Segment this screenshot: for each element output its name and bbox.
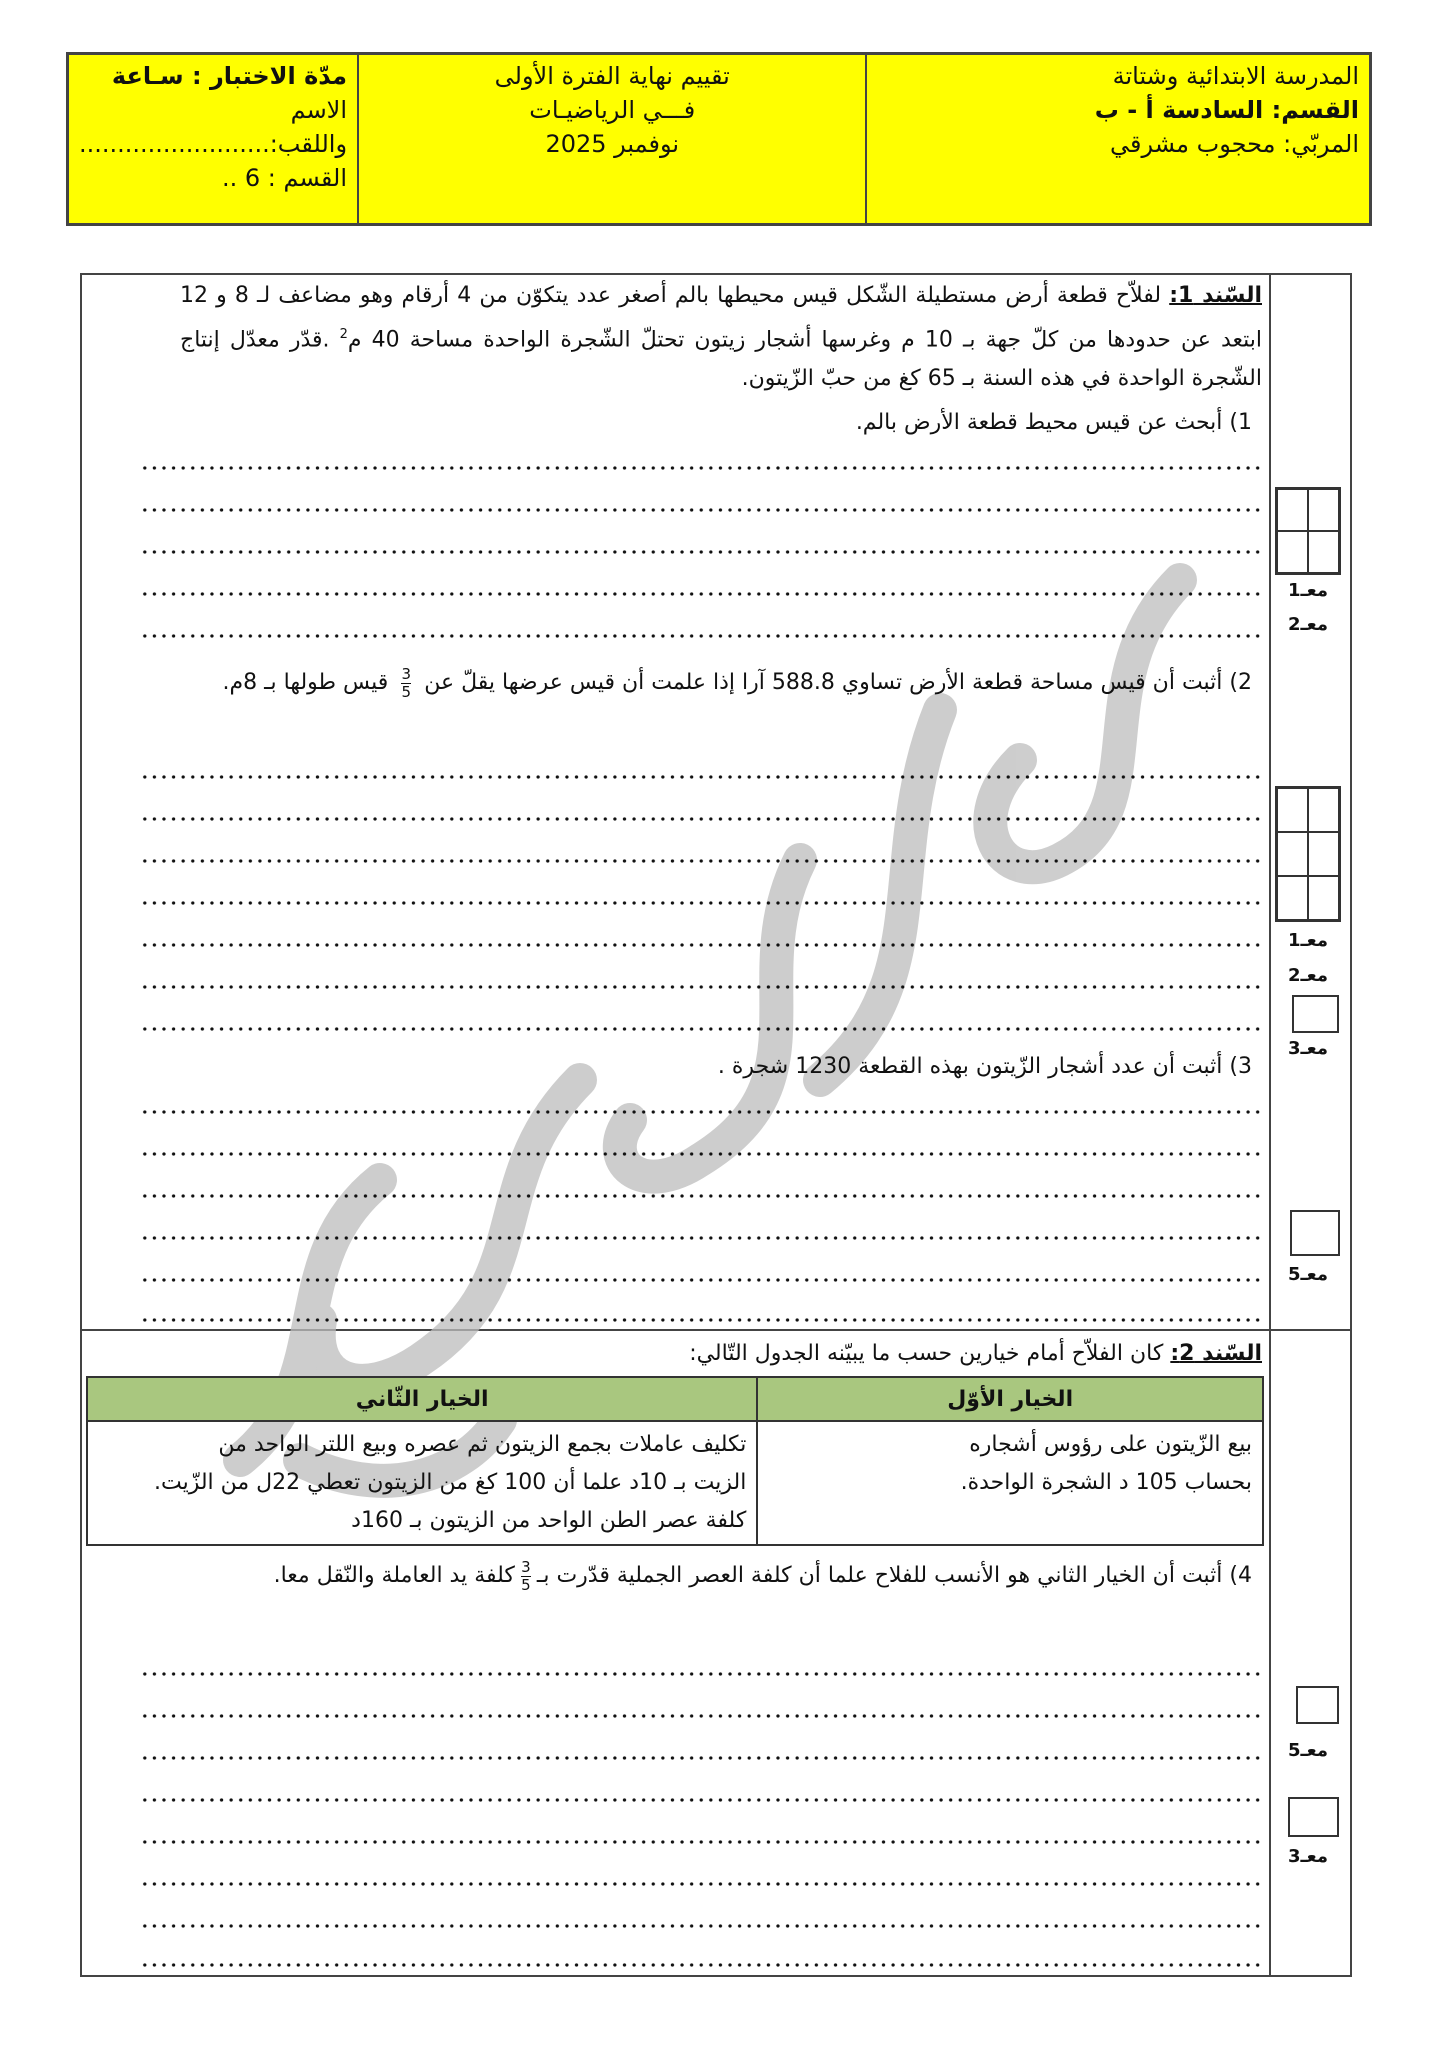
table-row <box>87 1421 1263 1545</box>
answer-line[interactable] <box>140 1194 1265 1198</box>
criterion-3-label: معـ3 <box>1288 1846 1328 1867</box>
answer-line[interactable] <box>140 1714 1265 1718</box>
sanad1-superscript: 2 <box>339 327 348 342</box>
question-4 <box>182 1556 1252 1595</box>
option-1-line: بيع الزّيتون على رؤوس أشجاره <box>969 1432 1252 1457</box>
fraction-three-fifths <box>401 664 412 701</box>
score-grid-q1[interactable] <box>1275 487 1341 575</box>
answer-line[interactable] <box>140 817 1265 821</box>
answer-line[interactable] <box>140 1110 1265 1114</box>
section-field[interactable]: القسم : 6 .. <box>222 164 348 192</box>
answer-line[interactable] <box>140 634 1265 638</box>
sanad1-body: لفلاّح قطعة أرض مستطيلة الشّكل قيس محيطها بالم أصغر عدد يتكوّن من 4 أرقام وهو مضاعف لـ 8 و 12 ابتعد عن حدودها من كلّ جهة بـ 10 م وغرسها أشجار زيتون تحتلّ الشّجرة الواحدة مساحة 40 م <box>180 283 1262 353</box>
sanad1-title: السّند 1: <box>1169 283 1262 308</box>
exam-date: نوفمبر 2025 <box>545 130 680 158</box>
school-info <box>865 55 1369 223</box>
option-1-line: بحساب 105 د الشجرة الواحدة. <box>960 1470 1252 1495</box>
sanad1-body-end: .قدّر معدّل إنتاج الشّجرة الواحدة في هذه السنة بـ 65 كغ من حبّ الزّيتون. <box>180 327 1262 392</box>
answer-line[interactable] <box>140 550 1265 554</box>
answer-line[interactable] <box>140 775 1265 779</box>
answer-line[interactable] <box>140 1318 1265 1322</box>
section-divider <box>80 1329 1352 1331</box>
criterion-3-label: معـ3 <box>1288 1038 1328 1059</box>
teacher-name: المربّي: محجوب مشرقي <box>1110 130 1359 158</box>
score-box-q4-m5[interactable] <box>1296 1686 1339 1724</box>
sanad2-title: السّند 2: <box>1170 1341 1262 1366</box>
question-4-text-end: كلفة يد العاملة والنّقل معا. <box>273 1563 515 1588</box>
answer-line[interactable] <box>140 1798 1265 1802</box>
fraction-denominator: 5 <box>521 1575 531 1594</box>
header-option-1: الخيار الأوّل <box>757 1377 1263 1421</box>
fraction-three-fifths <box>521 1557 531 1594</box>
header-option-2: الخيار الثّاني <box>87 1377 757 1421</box>
answer-line[interactable] <box>140 466 1265 470</box>
exam-info <box>357 55 865 223</box>
answer-line[interactable] <box>140 1278 1265 1282</box>
exam-duration: مدّة الاختبار : سـاعة <box>111 62 348 90</box>
answer-line[interactable] <box>140 943 1265 947</box>
sanad2-body: كان الفلاّح أمام خيارين حسب ما يبيّنه الجدول التّالي: <box>689 1341 1164 1366</box>
fraction-numerator: 3 <box>521 1557 531 1576</box>
option-2-line: كلفة عصر الطن الواحد من الزيتون بـ 160د <box>351 1508 747 1533</box>
fraction-numerator: 3 <box>401 664 412 683</box>
criterion-2-label: معـ2 <box>1288 614 1328 635</box>
table-header-row <box>87 1377 1263 1421</box>
score-grid-q2[interactable] <box>1275 786 1341 922</box>
exam-title: تقييم نهاية الفترة الأولى <box>494 62 730 90</box>
surname-field[interactable]: واللقب:......................... <box>79 130 348 158</box>
options-table <box>86 1376 1264 1546</box>
answer-line[interactable] <box>140 508 1265 512</box>
question-2-text-end: قيس طولها بـ 8م. <box>222 670 389 695</box>
criterion-5-label: معـ5 <box>1288 1740 1328 1761</box>
question-2 <box>182 663 1252 702</box>
school-name: المدرسة الابتدائية وشتاتة <box>1112 62 1359 90</box>
exam-header <box>66 52 1372 226</box>
fraction-denominator: 5 <box>401 682 412 701</box>
margin-divider <box>1269 273 1271 1977</box>
answer-line[interactable] <box>140 1152 1265 1156</box>
answer-line[interactable] <box>140 1672 1265 1676</box>
answer-line[interactable] <box>140 1882 1265 1886</box>
option-2-line: تكليف عاملات بجمع الزيتون ثم عصره وبيع اللتر الواحد من <box>218 1432 747 1457</box>
class-label: القسم: السادسة أ - ب <box>1094 96 1359 124</box>
student-info <box>69 55 357 223</box>
criterion-5-label: معـ5 <box>1288 1264 1328 1285</box>
question-2-text: 2) أثبت أن قيس مساحة قطعة الأرض تساوي 588.8 آرا إذا علمت أن قيس عرضها يقلّ عن <box>424 670 1252 695</box>
question-1: 1) أبحث عن قيس محيط قطعة الأرض بالم. <box>855 410 1252 435</box>
answer-line[interactable] <box>140 859 1265 863</box>
criterion-2-label: معـ2 <box>1288 965 1328 986</box>
sanad1-text <box>180 276 1262 398</box>
exam-subject: فـــي الرياضيـات <box>529 96 696 124</box>
option-2-line: الزيت بـ 10د علما أن 100 كغ من الزيتون تعطي 22ل من الزّيت. <box>153 1470 747 1495</box>
option-2-cell <box>87 1421 757 1545</box>
question-4-text: 4) أثبت أن الخيار الثاني هو الأنسب للفلاح علما أن كلفة العصر الجملية قدّرت بـ <box>536 1563 1252 1588</box>
exam-body-frame <box>80 273 1352 1977</box>
score-box-q2-m3[interactable] <box>1292 995 1339 1033</box>
answer-line[interactable] <box>140 985 1265 989</box>
answer-line[interactable] <box>140 1027 1265 1031</box>
answer-line[interactable] <box>140 1756 1265 1760</box>
answer-line[interactable] <box>140 1963 1265 1967</box>
answer-line[interactable] <box>140 1840 1265 1844</box>
answer-line[interactable] <box>140 1924 1265 1928</box>
criterion-1-label: معـ1 <box>1288 580 1328 601</box>
answer-line[interactable] <box>140 901 1265 905</box>
answer-line[interactable] <box>140 592 1265 596</box>
score-box-q3[interactable] <box>1290 1210 1340 1256</box>
sanad2-text <box>689 1334 1262 1373</box>
score-box-q4-m3[interactable] <box>1288 1797 1339 1837</box>
criterion-1-label: معـ1 <box>1288 930 1328 951</box>
answer-line[interactable] <box>140 1236 1265 1240</box>
question-3: 3) أثبت أن عدد أشجار الزّيتون بهذه القطعة 1230 شجرة . <box>717 1054 1252 1079</box>
name-label: الاسم <box>290 96 348 124</box>
option-1-cell <box>757 1421 1263 1545</box>
